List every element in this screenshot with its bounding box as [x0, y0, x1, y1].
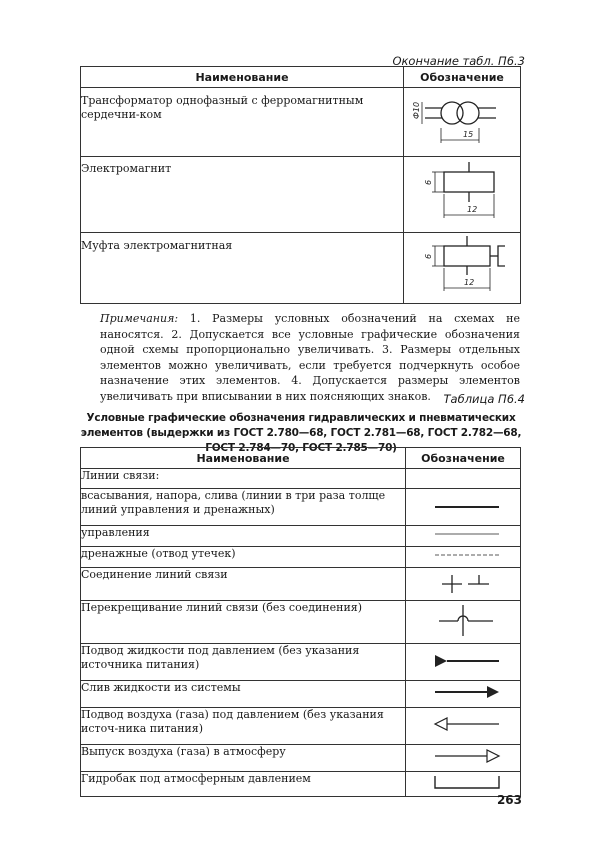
dim-length: 15 — [463, 130, 474, 139]
open-tank-icon — [413, 772, 513, 792]
row-name: управления — [81, 526, 406, 547]
hollow-arrow-icon — [413, 745, 513, 767]
table-title: Условные графические обозначения гидравлических и пневматических элементов (выдержки из ГОСТ 2.780—68, ГОСТ 2.781—68, ГОСТ 2.782—68, ГОСТ 2.784—70, ГОСТ 2.785—70) — [80, 412, 522, 454]
row-name: Трансформатор однофазный с ферромагнитным сердечни-ком — [81, 88, 404, 157]
notes-label: Примечания: — [100, 312, 179, 325]
table-row — [81, 644, 521, 681]
row-symbol — [406, 681, 521, 708]
row-symbol — [406, 489, 521, 526]
line-junction-icon — [413, 568, 513, 596]
row-name: Подвод жидкости под давлением (без указания источника питания) — [81, 644, 406, 681]
row-name: Электромагнит — [81, 157, 404, 233]
row-symbol — [406, 568, 521, 601]
row-name: Подвод воздуха (газа) под давлением (без указания источ-ника питания) — [81, 708, 406, 745]
header-symbol: Обозначение — [406, 448, 521, 469]
transformer-icon — [412, 88, 512, 152]
row-symbol — [406, 526, 521, 547]
table-row — [81, 526, 521, 547]
electromagnetic-coupling-icon — [412, 233, 512, 299]
table-row — [81, 568, 521, 601]
filled-arrow-icon — [413, 681, 513, 703]
table-header-row — [81, 67, 521, 88]
row-symbol — [406, 644, 521, 681]
dim-length: 12 — [464, 278, 475, 287]
dim-length: 12 — [467, 204, 478, 214]
table-p6-3 — [80, 66, 521, 304]
notes-text: 1. Размеры условных обозначений на схемах не наносятся. 2. Допускается все условные графические обозначения одной схемы пропорционально увеличивать. 3. Размеры отдельных элементов можно увеличивать, если требуется подчеркнуть особое назначение этих элементов. 4. Допускается размеры элементов увеличивать при вписывании в них поясняющих знаков. — [100, 312, 520, 403]
dim-height: 6 — [424, 179, 433, 185]
hollow-triangle-line-icon — [413, 709, 513, 739]
header-name: Наименование — [81, 67, 404, 88]
row-symbol — [406, 547, 521, 568]
dim-height: 6 — [424, 253, 433, 259]
table-row — [81, 681, 521, 708]
electromagnet-icon — [412, 158, 512, 228]
page-number: 263 — [496, 793, 522, 807]
thick-line-icon — [413, 490, 513, 520]
header-name: Наименование — [81, 448, 406, 469]
transformer-symbol — [404, 88, 521, 157]
line-crossing-icon — [413, 601, 513, 639]
table-caption: Таблица П6.4 — [443, 392, 525, 406]
table-header-row — [81, 448, 521, 469]
row-name: дренажные (отвод утечек) — [81, 547, 406, 568]
table-row — [81, 601, 521, 644]
coupling-symbol — [404, 233, 521, 304]
table-p6-4 — [80, 447, 521, 797]
row-symbol — [406, 601, 521, 644]
table-continuation-caption: Окончание табл. П6.3 — [392, 54, 525, 68]
row-name: Муфта электромагнитная — [81, 233, 404, 304]
header-symbol: Обозначение — [404, 67, 521, 88]
row-name: Соединение линий связи — [81, 568, 406, 601]
table-row — [81, 157, 521, 233]
row-name: Выпуск воздуха (газа) в атмосферу — [81, 745, 406, 772]
table-row — [81, 745, 521, 772]
table-row — [81, 547, 521, 568]
table-row — [81, 469, 521, 489]
row-symbol — [406, 708, 521, 745]
table-row — [81, 233, 521, 304]
thin-line-icon — [413, 526, 513, 542]
row-symbol — [406, 745, 521, 772]
row-name: Слив жидкости из системы — [81, 681, 406, 708]
row-name: всасывания, напора, слива (линии в три раза толще линий управления и дренажных) — [81, 489, 406, 526]
row-name: Перекрещивание линий связи (без соединения) — [81, 601, 406, 644]
row-symbol-empty — [406, 469, 521, 489]
table-row — [81, 88, 521, 157]
table-notes — [100, 311, 520, 404]
dim-diameter: Ф10 — [412, 101, 421, 119]
electromagnet-symbol — [404, 157, 521, 233]
table-row — [81, 489, 521, 526]
filled-triangle-line-icon — [413, 645, 513, 675]
table-row — [81, 772, 521, 797]
table-row — [81, 708, 521, 745]
dashed-line-icon — [413, 547, 513, 563]
row-name: Линии связи: — [81, 469, 406, 489]
row-name: Гидробак под атмосферным давлением — [81, 772, 406, 797]
